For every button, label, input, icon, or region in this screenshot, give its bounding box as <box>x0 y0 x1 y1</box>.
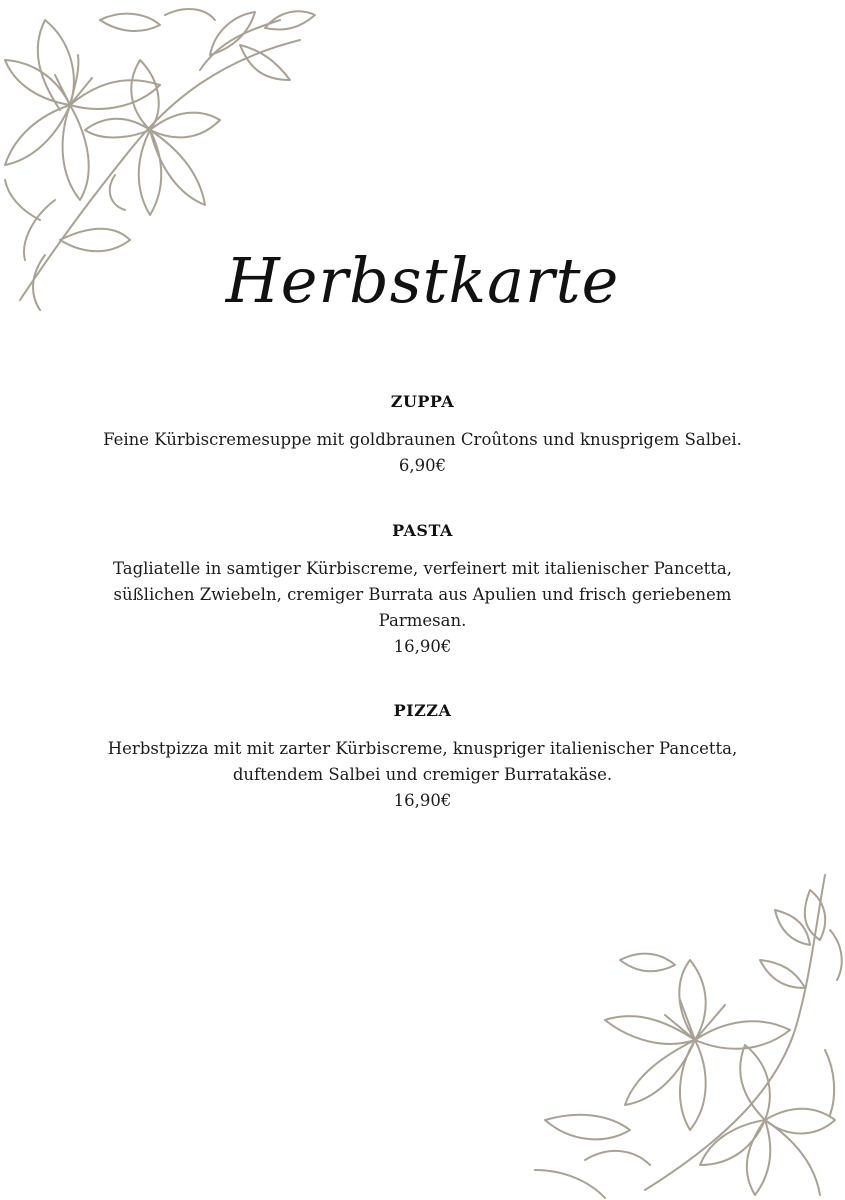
menu-section-zuppa <box>90 392 755 479</box>
menu-section-pizza <box>90 701 755 814</box>
section-title: PIZZA <box>393 701 452 720</box>
dish-description: Feine Kürbiscremesuppe mit goldbraunen Croûtons und knusprigem Salbei. <box>103 430 742 449</box>
dish-description: Tagliatelle in samtiger Kürbiscreme, verfeinert mit italienischer Pancetta, süßlichen Zwiebeln, cremiger Burrata aus Apulien und frisch geriebenem Parmesan. <box>113 559 732 630</box>
section-title: ZUPPA <box>390 392 455 411</box>
dish-price: 6,90€ <box>398 456 447 475</box>
section-title: PASTA <box>392 521 453 540</box>
menu-title: Herbstkarte <box>225 244 620 317</box>
dish-description: Herbstpizza mit mit zarter Kürbiscreme, knuspriger italienischer Pancetta, duftendem Salbei und cremiger Burratakäse. <box>107 739 738 784</box>
dish-price: 16,90€ <box>393 637 452 656</box>
dish-price: 16,90€ <box>393 791 452 810</box>
menu-section-pasta <box>90 521 755 660</box>
lily-floral-bottom-right-icon <box>525 870 845 1200</box>
